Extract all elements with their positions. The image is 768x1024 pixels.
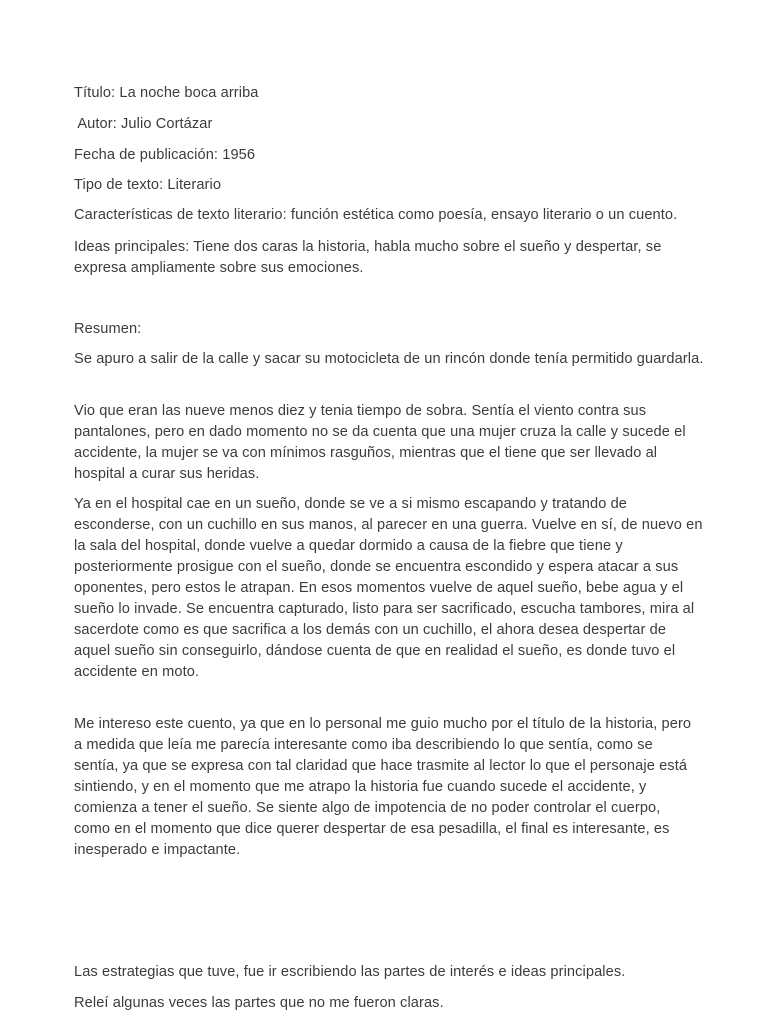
main-ideas-paragraph: Ideas principales: Tiene dos caras la historia, habla mucho sobre el sueño y despertar, se expresa ampliamente sobre sus emociones.	[74, 239, 662, 276]
author-line: Autor: Julio Cortázar	[74, 116, 213, 132]
characteristics-line: Características de texto literario: función estética como poesía, ensayo literario o un cuento.	[74, 207, 678, 223]
summary-paragraph-2: Vio que eran las nueve menos diez y tenia tiempo de sobra. Sentía el viento contra sus pantalones, pero en dado momento no se da cuenta que una mujer cruza la calle y sucede el accidente, la mujer se va con mínimos rasguños, mientras que el tiene que ser llevado al hospital a curar sus heridas.	[74, 403, 686, 482]
opinion-paragraph: Me intereso este cuento, ya que en lo personal me guio mucho por el título de la historia, pero a medida que leía me parecía interesante como iba describiendo lo que sentía, como se sentía, ya que se expresa con tal claridad que hace trasmite al lector lo que el personaje está sintiendo, y en el momento que me atrapo la historia fue cuando sucede el accidente, y comienza a tener el sueño. Se siente algo de impotencia de no poder controlar el cuerpo, como en el momento que dice querer despertar de esa pesadilla, el final es interesante, es inesperado e impactante.	[74, 716, 692, 858]
summary-heading: Resumen:	[74, 321, 142, 337]
strategies-line-1: Las estrategias que tuve, fue ir escribiendo las partes de interés e ideas principales.	[74, 964, 626, 980]
summary-paragraph-3: Ya en el hospital cae en un sueño, donde se ve a si mismo escapando y tratando de esconderse, con un cuchillo en sus manos, al parecer en una guerra. Vuelve en sí, de nuevo en la sala del hospital, donde vuelve a quedar dormido a causa de la fiebre que tiene y posteriormente prosigue con el sueño, donde se encuentra escondido y espera atacar a sus oponentes, pero estos le atrapan. En esos momentos vuelve de aquel sueño, bebe agua y el sueño lo invade. Se encuentra capturado, listo para ser sacrificado, escucha tambores, mira al sacerdote como es que sacrifica a los demás con un cuchillo, el ahora desea despertar de aquel sueño sin conseguirlo, dándose cuenta de que en realidad el sueño, es donde tuvo el accidente en moto.	[74, 496, 703, 680]
publication-date-line: Fecha de publicación: 1956	[74, 147, 256, 163]
summary-paragraph-1: Se apuro a salir de la calle y sacar su motocicleta de un rincón donde tenía permitido guardarla.	[74, 351, 704, 367]
text-type-line: Tipo de texto: Literario	[74, 177, 222, 193]
strategies-line-2: Releí algunas veces las partes que no me fueron claras.	[74, 995, 444, 1011]
title-line: Título: La noche boca arriba	[74, 85, 259, 101]
